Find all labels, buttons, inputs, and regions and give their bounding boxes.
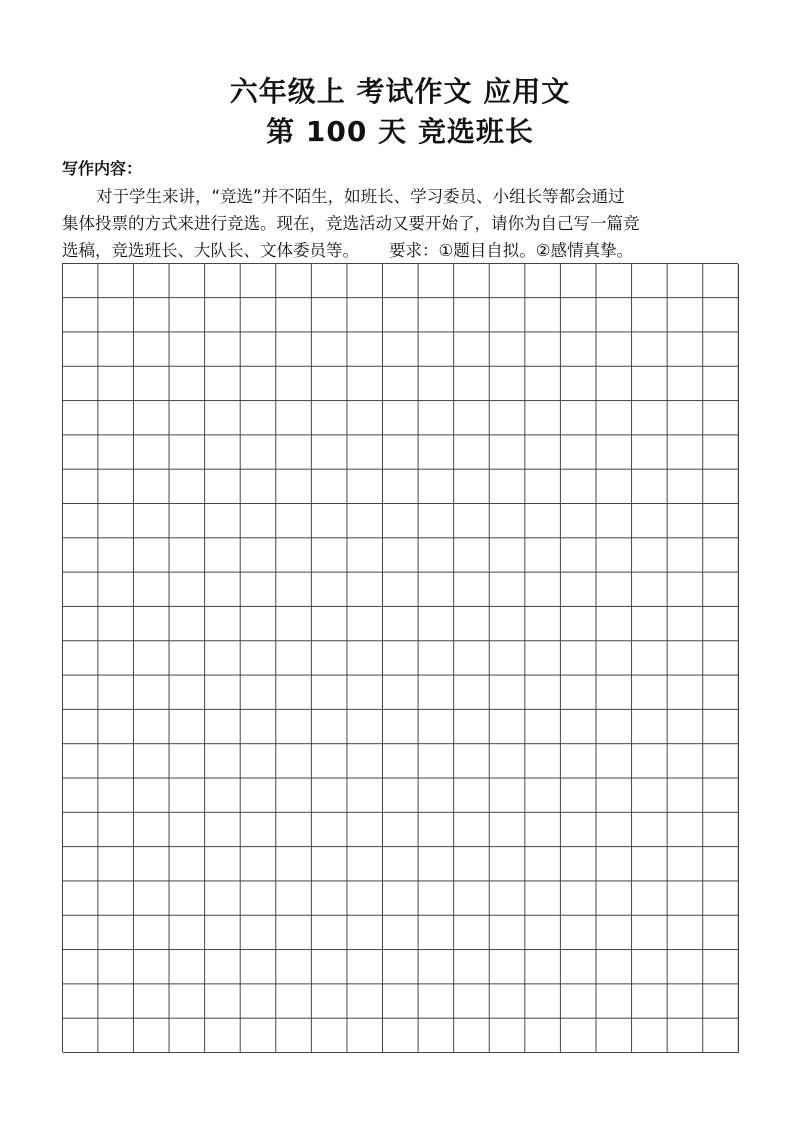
prompt-text-line-3-body: 选稿，竞选班长、大队长、文体委员等。 <box>62 241 359 260</box>
writing-content-label: 写作内容： <box>62 159 143 178</box>
prompt-text-line-1: 对于学生来讲，“竞选”并不陌生，如班长、学习委员、小组长等都会通过 <box>96 187 625 206</box>
prompt-text-line-2: 集体投票的方式来进行竞选。现在，竞选活动又要开始了，请你为自己写一篇竞 <box>62 214 640 233</box>
writing-grid[interactable] <box>62 263 738 1052</box>
page-title: 六年级上 考试作文 应用文 <box>229 75 571 108</box>
prompt-text-line-3 <box>62 240 740 262</box>
requirement-text: 要求：①题目自拟。②感情真挚。 <box>389 241 634 260</box>
page-subtitle: 第 100 天 竞选班长 <box>266 115 534 148</box>
